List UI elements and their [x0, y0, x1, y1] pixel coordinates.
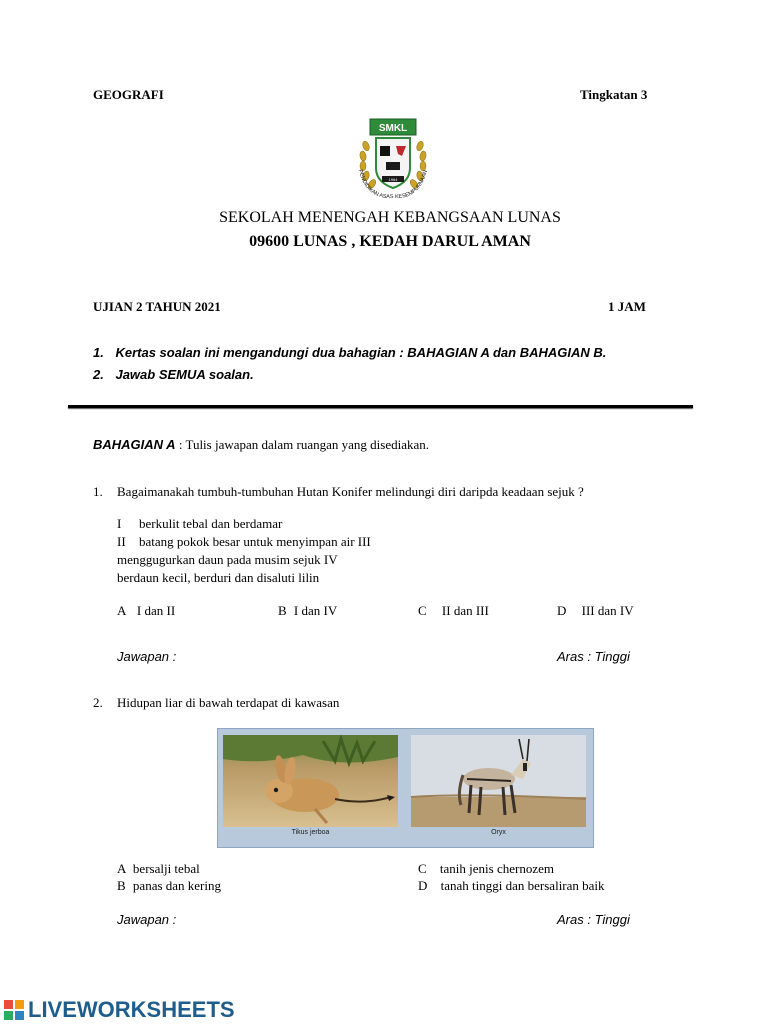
oryx-photo [411, 735, 586, 827]
logo-motto: PENDIDIKAN ASAS KESEMPURNAAN [356, 169, 429, 200]
instruction-item [93, 345, 606, 360]
option-text: III dan IV [581, 603, 634, 618]
question-text: Bagaimanakah tumbuh-tumbuhan Hutan Konifer melindungi diri daripda keadaan sejuk ? [117, 484, 584, 499]
option-letter: A [117, 603, 126, 618]
instruction-text: Jawab SEMUA soalan. [115, 367, 254, 382]
answer-label: Jawapan : [117, 912, 177, 927]
option-letter: A [117, 861, 126, 876]
option-text: I dan IV [293, 603, 338, 618]
liveworksheets-icon [4, 1000, 24, 1020]
statement-text: berkulit tebal dan berdamar [139, 516, 283, 531]
instruction-text: Kertas soalan ini mengandungi dua bahagian : BAHAGIAN A dan BAHAGIAN B. [115, 345, 607, 360]
section-a-instruction: : Tulis jawapan dalam ruangan yang disediakan. [175, 437, 430, 452]
exam-title: UJIAN 2 TAHUN 2021 [93, 299, 221, 314]
option-text: tanah tinggi dan bersaliran baik [440, 878, 605, 893]
image-caption: Oryx [491, 829, 506, 836]
statement-roman: II [117, 534, 126, 549]
statement-roman: I [117, 516, 122, 531]
exam-duration: 1 JAM [608, 299, 646, 314]
difficulty-level: Aras : Tinggi [557, 649, 630, 664]
question-number: 1. [93, 484, 103, 499]
answer-option-a[interactable] [117, 603, 175, 619]
statement-text: menggugurkan daun pada musim sejuk IV [117, 552, 338, 567]
subject-label: GEOGRAFI [93, 87, 164, 102]
answer-option-d[interactable] [557, 603, 634, 619]
school-address: 09600 LUNAS , KEDAH DARUL AMAN [249, 233, 531, 250]
wildlife-image-panel [217, 728, 594, 848]
option-letter: C [418, 861, 427, 876]
option-letter: D [418, 878, 428, 893]
answer-option-a[interactable] [117, 861, 200, 877]
option-letter: D [557, 603, 567, 618]
option-text: I dan II [136, 603, 176, 618]
answer-label: Jawapan : [117, 649, 177, 664]
logo-year: 1964 [388, 177, 398, 182]
option-letter: C [418, 603, 427, 618]
school-name: SEKOLAH MENENGAH KEBANGSAAN LUNAS [219, 209, 561, 226]
section-a-label: BAHAGIAN A [93, 437, 176, 452]
instruction-number: 2. [93, 367, 104, 382]
option-text: II dan III [441, 603, 489, 618]
instruction-number: 1. [93, 345, 104, 360]
option-text: bersalji tebal [132, 861, 200, 876]
jerboa-photo [223, 735, 398, 827]
answer-option-c[interactable] [418, 861, 554, 877]
question-text: Hidupan liar di bawah terdapat di kawasan [117, 695, 340, 710]
option-text: panas dan kering [132, 878, 222, 893]
option-letter: B [117, 878, 126, 893]
school-crest-logo [352, 116, 434, 200]
section-divider [68, 405, 693, 408]
difficulty-level: Aras : Tinggi [557, 912, 630, 927]
statement-text: batang pokok besar untuk menyimpan air III [139, 534, 371, 549]
answer-option-c[interactable] [418, 603, 489, 619]
answer-option-b[interactable] [278, 603, 337, 619]
statement-text: berdaun kecil, berduri dan disaluti lilin [117, 570, 320, 585]
liveworksheets-logo[interactable] [4, 997, 235, 1023]
option-letter: B [278, 603, 287, 618]
answer-option-d[interactable] [418, 878, 605, 894]
brand-name: LIVEWORKSHEETS [28, 997, 235, 1022]
question-number: 2. [93, 695, 103, 710]
image-caption: Tikus jerboa [291, 829, 330, 836]
instruction-item [93, 367, 254, 382]
logo-abbr: SMKL [378, 123, 408, 134]
form-label: Tingkatan 3 [580, 87, 648, 102]
option-text: tanih jenis chernozem [439, 861, 554, 876]
answer-option-b[interactable] [117, 878, 221, 894]
section-a-header [93, 437, 429, 453]
